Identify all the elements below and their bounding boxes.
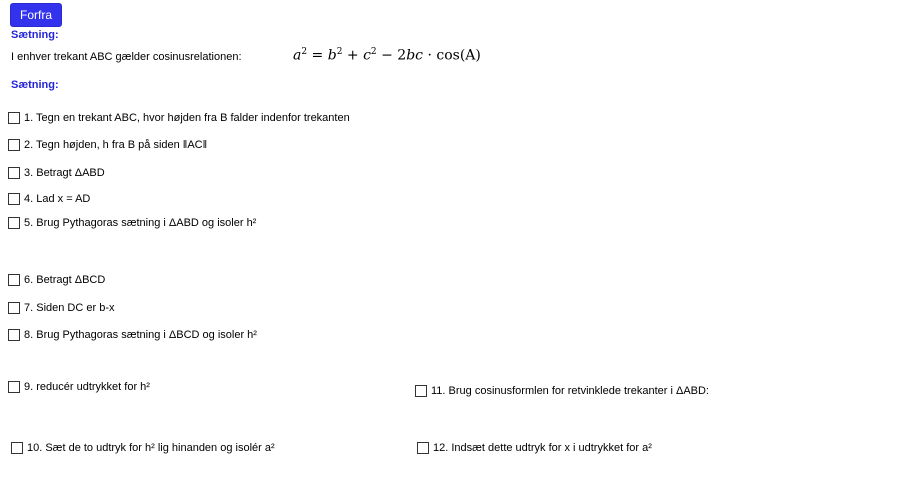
step-2[interactable] <box>8 138 207 152</box>
theorem-heading: Sætning: <box>11 29 59 41</box>
step-4[interactable] <box>8 192 90 206</box>
formula-a: a <box>293 47 302 64</box>
step-6[interactable] <box>8 273 105 287</box>
step-9[interactable] <box>8 380 150 394</box>
formula-arg: (A) <box>459 47 481 64</box>
step-3-checkbox[interactable] <box>8 167 20 179</box>
forfra-button[interactable]: Forfra <box>10 3 62 27</box>
step-1-checkbox[interactable] <box>8 112 20 124</box>
formula-cos: cos <box>436 47 460 64</box>
theorem-statement: I enhver trekant ABC gælder cosinusrelationen: <box>11 51 242 63</box>
step-7[interactable] <box>8 301 114 315</box>
step-7-label: 7. Siden DC er b-x <box>24 302 115 314</box>
step-2-checkbox[interactable] <box>8 139 20 151</box>
step-10-label: 10. Sæt de to udtryk for h² lig hinanden og isolér a² <box>27 442 275 454</box>
formula-b: b <box>327 47 337 64</box>
formula-exp-c: 2 <box>370 47 377 57</box>
step-9-checkbox[interactable] <box>8 381 20 393</box>
formula-equals: = <box>311 47 324 64</box>
step-8-label: 8. Brug Pythagoras sætning i ΔBCD og isoler h² <box>24 329 257 341</box>
step-6-checkbox[interactable] <box>8 274 20 286</box>
step-1[interactable] <box>8 111 350 125</box>
theorem-heading-2: Sætning: <box>11 79 59 91</box>
cosine-formula <box>293 47 481 64</box>
formula-minus-two: − 2 <box>381 47 407 64</box>
formula-dot: · <box>427 47 432 64</box>
step-10[interactable] <box>11 441 275 455</box>
step-5[interactable] <box>8 216 256 230</box>
step-5-label: 5. Brug Pythagoras sætning i ΔABD og isoler h² <box>24 217 257 229</box>
step-8[interactable] <box>8 328 257 342</box>
step-12-checkbox[interactable] <box>417 442 429 454</box>
formula-c: c <box>363 47 371 64</box>
step-12[interactable] <box>417 441 652 455</box>
formula-exp-b: 2 <box>336 47 343 57</box>
step-1-label: 1. Tegn en trekant ABC, hvor højden fra B falder indenfor trekanten <box>24 112 350 124</box>
step-4-label: 4. Lad x = AD <box>24 193 91 205</box>
step-10-checkbox[interactable] <box>11 442 23 454</box>
step-11[interactable] <box>415 384 709 398</box>
step-3[interactable] <box>8 166 105 180</box>
step-2-label: 2. Tegn højden, h fra B på siden ‖AC‖ <box>24 139 208 151</box>
step-5-checkbox[interactable] <box>8 217 20 229</box>
step-7-checkbox[interactable] <box>8 302 20 314</box>
step-3-label: 3. Betragt ΔABD <box>24 167 105 179</box>
step-12-label: 12. Indsæt dette udtryk for x i udtrykket for a² <box>433 442 652 454</box>
formula-exp-a: 2 <box>301 47 308 57</box>
step-6-label: 6. Betragt ΔBCD <box>24 274 106 286</box>
step-9-label: 9. reducér udtrykket for h² <box>24 381 150 393</box>
formula-plus: + <box>346 47 359 64</box>
step-11-checkbox[interactable] <box>415 385 427 397</box>
step-4-checkbox[interactable] <box>8 193 20 205</box>
step-8-checkbox[interactable] <box>8 329 20 341</box>
step-11-label: 11. Brug cosinusformlen for retvinklede trekanter i ΔABD: <box>431 385 709 397</box>
formula-bc: bc <box>406 47 424 64</box>
